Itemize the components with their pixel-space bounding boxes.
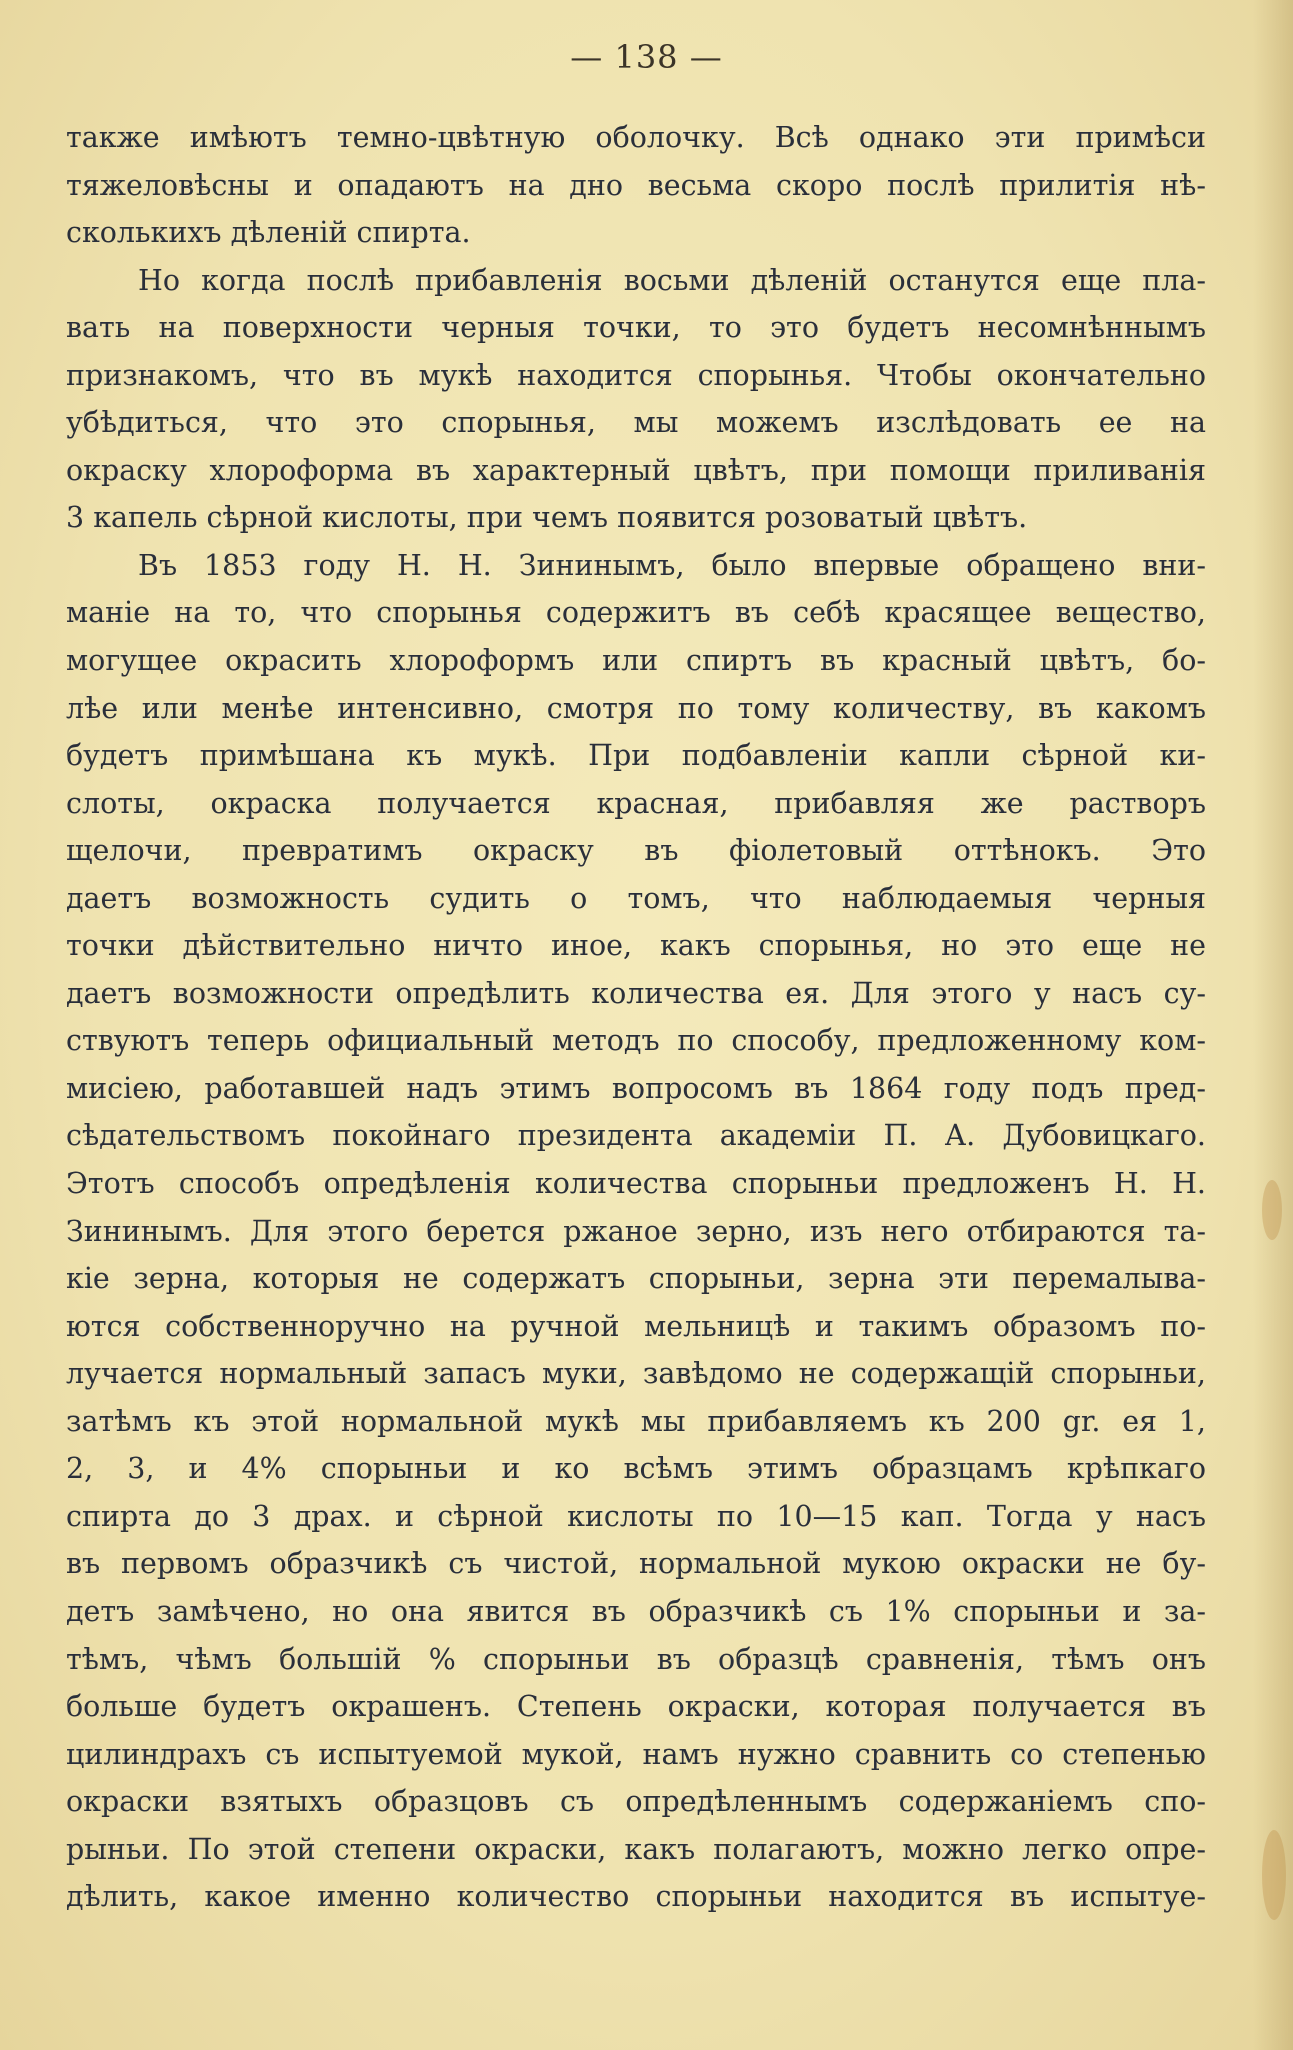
text-line: дѣлить, какое именно количество спорыньи находится въ испытуе- xyxy=(66,1880,1206,1914)
text-line: цилиндрахъ съ испытуемой мукой, намъ нужно сравнить со степенью xyxy=(66,1737,1206,1771)
text-line: спирта до 3 драх. и сѣрной кислоты по 10—15 кап. Тогда у насъ xyxy=(66,1499,1206,1533)
text-line: окраску хлороформа въ характерный цвѣтъ, при помощи приливанія xyxy=(66,453,1206,487)
text-line: признакомъ, что въ мукѣ находится спорынья. Чтобы окончательно xyxy=(66,358,1206,392)
page-edge-shadow xyxy=(1253,0,1293,2050)
text-line: ствуютъ теперь официальный методъ по способу, предложенному ком- xyxy=(66,1024,1206,1058)
text-line: окраски взятыхъ образцовъ съ опредѣленнымъ содержаніемъ спо- xyxy=(66,1785,1206,1819)
text-line: лѣе или менѣе интенсивно, смотря по тому количеству, въ какомъ xyxy=(66,691,1206,725)
text-line: Но когда послѣ прибавленія восьми дѣленій останутся еще пла- xyxy=(138,263,1206,297)
text-line: могущее окрасить хлороформъ или спиртъ въ красный цвѣтъ, бо- xyxy=(66,644,1206,678)
text-line: точки дѣйствительно ничто иное, какъ спорынья, но это еще не xyxy=(66,929,1206,963)
text-line: даетъ возможности опредѣлить количества ея. Для этого у насъ су- xyxy=(66,976,1206,1010)
text-line: маніе на то, что спорынья содержитъ въ себѣ красящее вещество, xyxy=(66,596,1206,630)
text-line: Этотъ способъ опредѣленія количества спорыньи предложенъ Н. Н. xyxy=(66,1167,1206,1201)
text-line: больше будетъ окрашенъ. Степень окраски, которая получается въ xyxy=(66,1690,1206,1724)
text-line: щелочи, превратимъ окраску въ фіолетовый оттѣнокъ. Это xyxy=(66,834,1206,868)
text-line: мисіею, работавшей надъ этимъ вопросомъ въ 1864 году подъ пред- xyxy=(66,1071,1206,1105)
text-line: кіе зерна, которыя не содержатъ спорыньи, зерна эти перемалыва- xyxy=(66,1262,1206,1296)
text-line: 2, 3, и 4% спорыньи и ко всѣмъ этимъ образцамъ крѣпкаго xyxy=(66,1452,1206,1486)
page-number-header: — 138 — xyxy=(570,38,723,76)
text-line: тѣмъ, чѣмъ большій % спорыньи въ образцѣ сравненія, тѣмъ онъ xyxy=(66,1642,1206,1676)
text-line: 3 капель сѣрной кислоты, при чемъ появится розоватый цвѣтъ. xyxy=(66,501,1028,535)
paper-stain xyxy=(1262,1830,1286,1920)
text-line: ются собственноручно на ручной мельницѣ и такимъ образомъ по- xyxy=(66,1309,1206,1343)
text-line: въ первомъ образчикѣ съ чистой, нормальной мукою окраски не бу- xyxy=(66,1547,1206,1581)
text-line: Въ 1853 году Н. Н. Зининымъ, было впервые обращено вни- xyxy=(138,548,1206,582)
body-text xyxy=(66,114,1206,1921)
text-line: Зининымъ. Для этого берется ржаное зерно, изъ него отбираются та- xyxy=(66,1214,1206,1248)
text-line: даетъ возможность судить о томъ, что наблюдаемыя черныя xyxy=(66,881,1206,915)
text-line: затѣмъ къ этой нормальной мукѣ мы прибавляемъ къ 200 gr. ея 1, xyxy=(66,1404,1206,1438)
text-line: тяжеловѣсны и опадаютъ на дно весьма скоро послѣ прилитія нѣ- xyxy=(66,168,1206,202)
text-line: рыньи. По этой степени окраски, какъ полагаютъ, можно легко опре- xyxy=(66,1832,1206,1866)
text-line: вать на поверхности черныя точки, то это будетъ несомнѣннымъ xyxy=(66,311,1206,345)
text-line: сѣдательствомъ покойнаго президента академіи П. А. Дубовицкаго. xyxy=(66,1119,1206,1153)
paper-stain xyxy=(1262,1180,1282,1240)
text-line: также имѣютъ темно-цвѣтную оболочку. Всѣ однако эти примѣси xyxy=(66,121,1206,154)
text-line: слоты, окраска получается красная, прибавляя же растворъ xyxy=(66,786,1206,820)
text-line: лучается нормальный запасъ муки, завѣдомо не содержащій спорыньи, xyxy=(66,1357,1206,1391)
text-line: убѣдиться, что это спорынья, мы можемъ изслѣдовать ее на xyxy=(66,406,1206,440)
text-line: детъ замѣчено, но она явится въ образчикѣ съ 1% спорыньи и за- xyxy=(66,1594,1206,1628)
text-line: будетъ примѣшана къ мукѣ. При подбавленіи капли сѣрной ки- xyxy=(66,739,1206,773)
text-line: сколькихъ дѣленій спирта. xyxy=(66,216,471,250)
